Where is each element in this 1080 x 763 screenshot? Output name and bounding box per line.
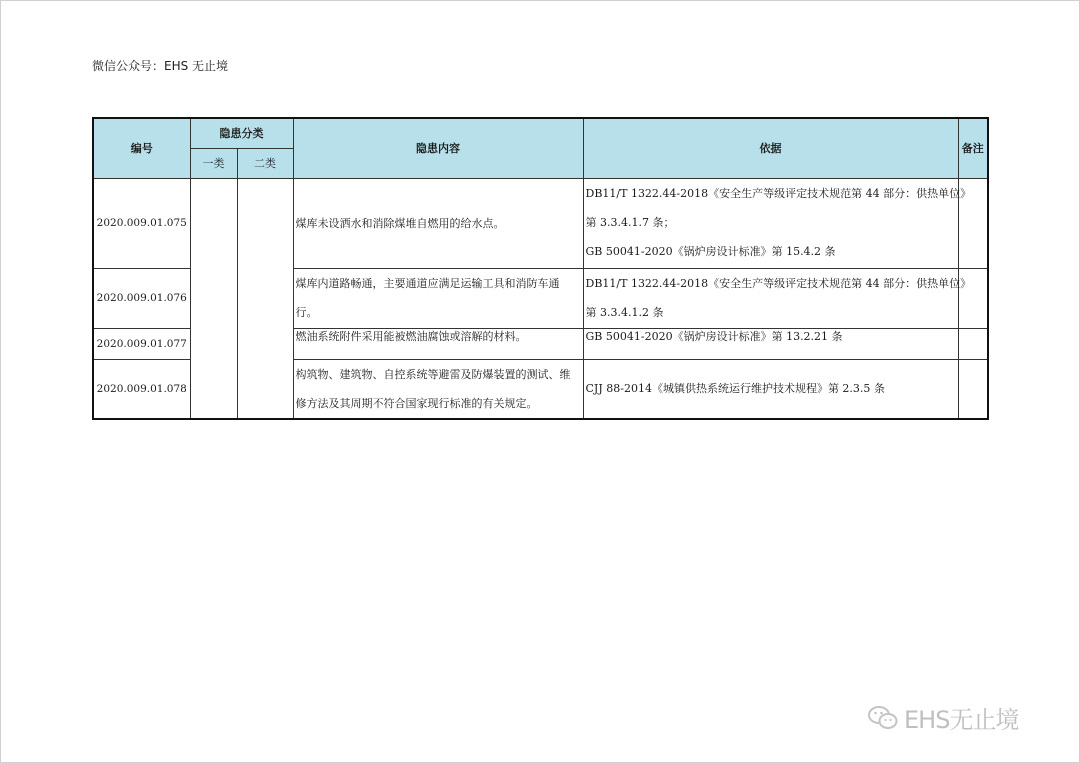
watermark-text: EHS无止境: [904, 706, 1019, 734]
header-class1: 一类: [190, 148, 237, 178]
row-basis: [583, 328, 958, 359]
row-content: [293, 328, 583, 359]
content-line: 构筑物、建筑物、自控系统等避雷及防爆装置的测试、维: [295, 367, 571, 381]
header-id: 编号: [93, 118, 190, 178]
content-line: 煤库未设洒水和消除煤堆自燃用的给水点。: [295, 216, 505, 230]
class1-cell: [190, 178, 237, 419]
wechat-icon: [868, 705, 898, 731]
basis-line: 第 3.3.4.1.7 条；: [585, 215, 675, 229]
header-category: 隐患分类: [190, 118, 293, 148]
row-content: [293, 268, 583, 328]
watermark: [868, 700, 1018, 735]
row-basis: [583, 359, 958, 419]
row-content: [293, 178, 583, 268]
header-content: 隐患内容: [293, 118, 583, 178]
row-id: 2020.009.01.075: [93, 178, 190, 268]
basis-line: CJJ 88-2014《城镇供热系统运行维护技术规程》第 2.3.5 条: [585, 381, 885, 395]
row-basis: [583, 178, 972, 268]
row-content: [293, 359, 583, 419]
content-line: 燃油系统附件采用能被燃油腐蚀或溶解的材料。: [295, 329, 527, 343]
header-class2: 二类: [237, 148, 293, 178]
row-remark: [958, 328, 988, 359]
basis-line: GB 50041-2020《锅炉房设计标准》第 15.4.2 条: [585, 244, 836, 258]
basis-line: 第 3.3.4.1.2 条: [585, 305, 664, 319]
basis-line: DB11/T 1322.44-2018《安全生产等级评定技术规范第 44 部分：供热单位》: [585, 276, 972, 290]
basis-line: DB11/T 1322.44-2018《安全生产等级评定技术规范第 44 部分：供热单位》: [585, 186, 972, 200]
table-row: [93, 178, 988, 268]
content-line: 行。: [295, 305, 318, 319]
content-line: 修方法及其周期不符合国家现行标准的有关规定。: [295, 396, 538, 410]
row-id: 2020.009.01.078: [93, 359, 190, 419]
class2-cell: [237, 178, 293, 419]
row-id: 2020.009.01.077: [93, 328, 190, 359]
basis-line: GB 50041-2020《锅炉房设计标准》第 13.2.21 条: [585, 329, 843, 343]
row-id: 2020.009.01.076: [93, 268, 190, 328]
row-remark: [958, 359, 988, 419]
header-remark: 备注: [958, 118, 988, 178]
row-basis: [583, 268, 972, 328]
hazard-table: [92, 117, 989, 420]
header-basis: 依据: [583, 118, 958, 178]
account-header: 微信公众号：EHS 无止境: [92, 59, 229, 73]
content-line: 煤库内道路畅通，主要通道应满足运输工具和消防车通: [295, 276, 560, 290]
